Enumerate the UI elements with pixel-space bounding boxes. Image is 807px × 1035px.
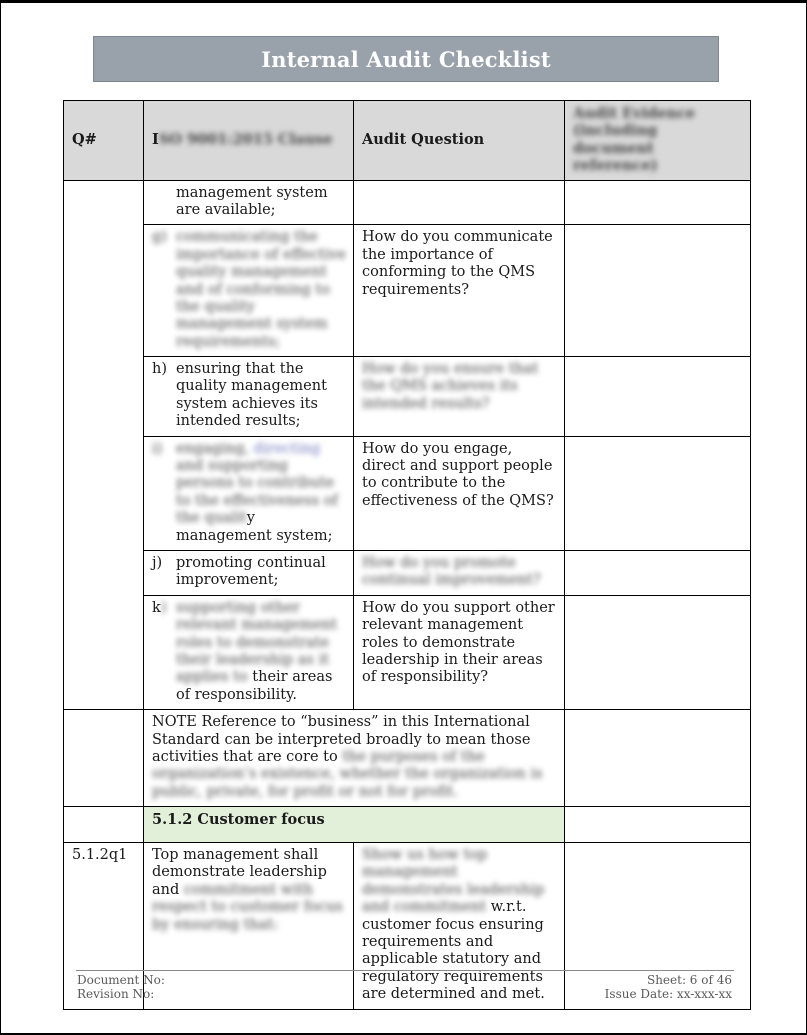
evidence-cell: [565, 357, 751, 437]
redacted-text: communicating the importance of effective quality management and of conforming to the quality management system requirements;: [176, 229, 346, 350]
table-row: [64, 357, 751, 437]
text-run: 5.1.2q1: [72, 847, 128, 864]
text-run: management system are available;: [176, 184, 328, 218]
evidence-cell: [565, 225, 751, 357]
text-run: w.r.t. customer focus ensuring requirements and applicable statutory and regulatory requirements are determined and met.: [362, 899, 545, 1003]
clause-cell: [144, 436, 354, 550]
text-run: How do you support other relevant management roles to demonstrate leadership in their areas of responsibility?: [362, 599, 555, 686]
document-page: [1, 3, 806, 1033]
question-cell: [354, 436, 565, 550]
text-run: 5.1.2 Customer focus: [152, 811, 325, 829]
list-marker: [152, 555, 176, 590]
text-run: ensuring that the quality management system achieves its intended results;: [176, 361, 327, 430]
table-row: [64, 710, 751, 807]
list-marker: [152, 361, 176, 431]
table-row: [64, 807, 751, 843]
footer-left: [77, 973, 165, 1001]
question-cell: [354, 595, 565, 709]
redacted-text: Show us how top management demonstrates leadership and commitment: [362, 847, 545, 916]
text-run: NOTE Reference to “business” in this International Standard can be interpreted broadly to mean those activities that are core to: [152, 714, 531, 765]
redacted-text: engaging,: [176, 440, 254, 457]
text-run: promoting continual improvement;: [176, 554, 326, 589]
redacted-text: How do you promote continual improvement?: [362, 554, 541, 589]
table-row: [64, 436, 751, 550]
question-cell: [354, 843, 565, 1010]
evidence-cell: [565, 180, 751, 225]
text-run: y management system;: [176, 510, 333, 544]
text-run: I: [152, 131, 159, 149]
col-header-audit-evidence: [565, 101, 751, 181]
audit-table: [63, 100, 751, 1010]
redacted-text: and supporting persons to contribute to the effectiveness of the qualit: [176, 458, 338, 527]
table-body: [64, 180, 751, 1009]
text-run: their areas of responsibility.: [176, 669, 333, 703]
table-row: [64, 180, 751, 225]
text-run: j): [152, 554, 163, 571]
redacted-text: the purposes of the organization’s existence, whether the organization is public, private, for profit or not for profit.: [152, 748, 543, 800]
title-banner: [93, 36, 719, 82]
text-run: How do you communicate the importance of conforming to the QMS requirements?: [362, 229, 553, 298]
note-cell: [144, 710, 565, 807]
clause-cell: [144, 357, 354, 437]
q-number-cell: [64, 807, 144, 843]
redacted-text: Audit Evidence (including document reference): [573, 105, 696, 175]
col-header-q-number: [64, 101, 144, 181]
redacted-text: supporting other relevant management roles to demonstrate their leadership as it applies to: [176, 599, 338, 686]
list-marker: [152, 229, 176, 351]
text-run: Q#: [72, 131, 97, 149]
col-header-audit-question: [354, 101, 565, 181]
list-marker: [152, 441, 176, 545]
redacted-text: SO 9001:2015 Clause: [158, 131, 333, 149]
evidence-cell: [565, 595, 751, 709]
evidence-cell: [565, 436, 751, 550]
clause-cell: [144, 843, 354, 1010]
text-run: How do you engage, direct and support people to contribute to the effectiveness of the QMS?: [362, 440, 554, 509]
q-number-cell: [64, 180, 144, 710]
redacted-text: i): [152, 440, 163, 457]
issue-date: Issue Date: xx-xxx-xx: [604, 987, 732, 1002]
section-header-cell: [144, 807, 565, 843]
table-row: [64, 225, 751, 357]
clause-cell: [144, 225, 354, 357]
clause-cell: [144, 180, 354, 225]
text-run: k: [152, 599, 161, 616]
question-cell: [354, 550, 565, 595]
col-header-clause: [144, 101, 354, 181]
sheet-number: Sheet: 6 of 46: [646, 973, 732, 987]
redacted-text: How do you ensure that the QMS achieves its intended results?: [362, 361, 539, 412]
question-cell: [354, 357, 565, 437]
evidence-cell: [565, 710, 751, 807]
list-marker: [152, 600, 176, 704]
question-cell: [354, 180, 565, 225]
q-number-cell: [64, 710, 144, 807]
question-cell: [354, 225, 565, 357]
table-row: [64, 550, 751, 595]
redacted-text: directing: [253, 440, 321, 457]
redacted-text: commitment with respect to customer focus by ensuring that:: [152, 881, 343, 933]
clause-cell: [144, 595, 354, 709]
redacted-text: g): [152, 229, 167, 246]
text-run: h): [152, 361, 167, 378]
text-run: Top management shall demonstrate leadership and: [152, 847, 327, 898]
text-run: Audit Question: [362, 131, 485, 149]
evidence-cell: [565, 550, 751, 595]
page-title: Internal Audit Checklist: [261, 46, 551, 72]
redacted-text: ): [160, 599, 167, 616]
table-header: [64, 101, 751, 181]
clause-cell: [144, 550, 354, 595]
evidence-cell: [565, 807, 751, 843]
footer-right: [605, 973, 732, 1001]
footer-divider: [76, 970, 734, 971]
table-row: [64, 595, 751, 709]
revision-no-label: Revision No:: [77, 987, 155, 1002]
document-no-label: Document No:: [77, 973, 165, 987]
